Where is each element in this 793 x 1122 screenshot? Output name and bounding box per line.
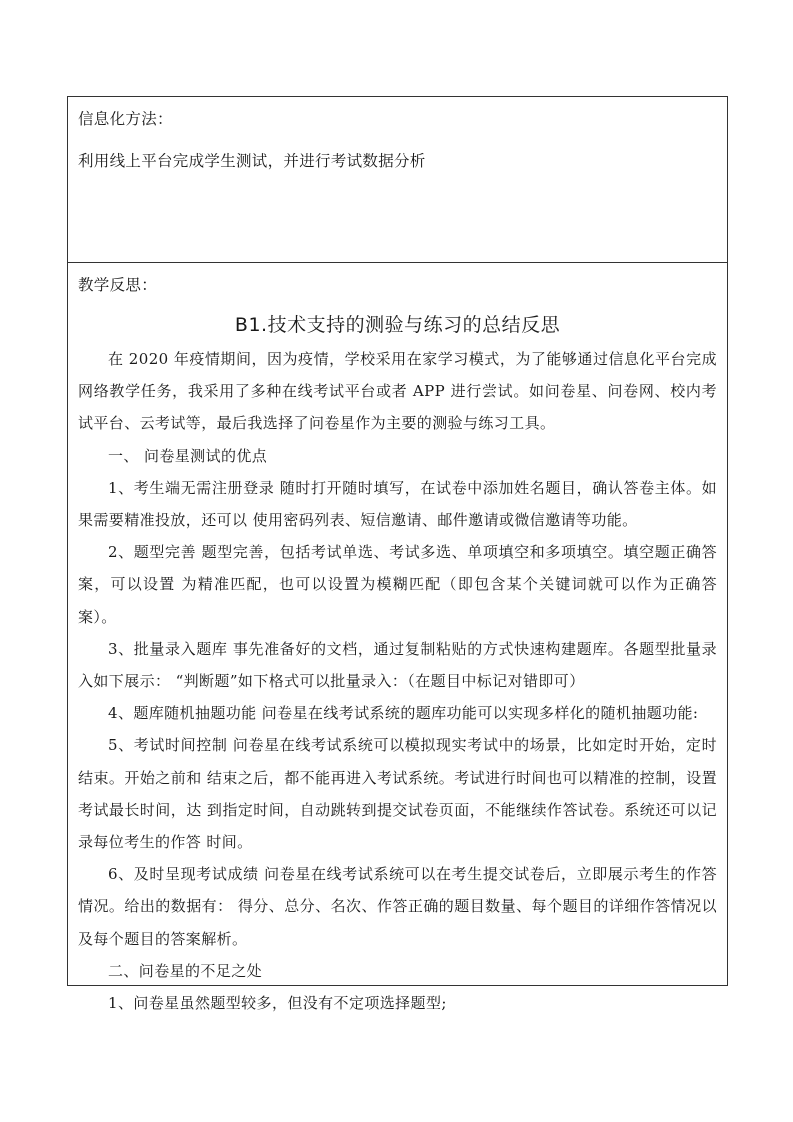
reflection-label: 教学反思： [78, 276, 158, 294]
section-heading-advantages: 一、 问卷星测试的优点 [108, 446, 268, 465]
reflection-title: B1.技术支持的测验与练习的总结反思 [234, 314, 561, 336]
section-heading-shortcomings: 二、问卷星的不足之处 [108, 961, 263, 980]
paragraph-intro: 在 2020 年疫情期间，因为疫情，学校采用在家学习模式，为了能够通过信息化平台完成网络教学任务，我采用了多种在线考试平台或者 APP 进行尝试。如问卷星、问卷网、校内考试平台、云考试等，最后我选择了问卷星作为主要的测验与练习工具。 [78, 350, 717, 433]
paragraph-advantage-4: 4、题库随机抽题功能 问卷星在线考试系统的题库功能可以实现多样化的随机抽题功能: [108, 704, 699, 723]
paragraph-advantage-1: 1、考生端无需注册登录 随时打开随时填写，在试卷中添加姓名题目，确认答卷主体。如果需要精准投放，还可以 使用密码列表、短信邀请、邮件邀请或微信邀请等功能。 [78, 478, 717, 530]
info-method-cell [68, 97, 727, 263]
paragraph-advantage-3: 3、批量录入题库 事先准备好的文档，通过复制粘贴的方式快速构建题库。各题型批量录入如下展示： “判断题”如下格式可以批量录入：（在题目中标记对错即可） [78, 639, 717, 691]
paragraph-advantage-2: 2、题型完善 题型完善，包括考试单选、考试多选、单项填空和多项填空。填空题正确答案，可以设置 为精准匹配，也可以设置为模糊匹配（即包含某个关键词就可以作为正确答案）。 [78, 543, 717, 626]
paragraph-advantage-6: 6、及时呈现考试成绩 问卷星在线考试系统可以在考生提交试卷后，立即展示考生的作答情况。给出的数据有： 得分、总分、名次、作答正确的题目数量、每个题目的详细作答情况以及每个题目的答案解析。 [78, 865, 717, 948]
document-table [67, 96, 728, 1013]
reflection-cell [68, 263, 727, 1013]
paragraph-shortcoming-1: 1、问卷星虽然题型较多，但没有不定项选择题型; [108, 994, 447, 1013]
info-method-label: 信息化方法： [78, 110, 173, 128]
info-method-value: 利用线上平台完成学生测试，并进行考试数据分析 [78, 152, 426, 170]
paragraph-advantage-5: 5、考试时间控制 问卷星在线考试系统可以模拟现实考试中的场景，比如定时开始，定时结束。开始之前和 结束之后，都不能再进入考试系统。考试进行时间也可以精准的控制，设置考试最长时间，达 到指定时间，自动跳转到提交试卷页面，不能继续作答试卷。系统还可以记录每位考生的作答 时间。 [78, 736, 717, 852]
